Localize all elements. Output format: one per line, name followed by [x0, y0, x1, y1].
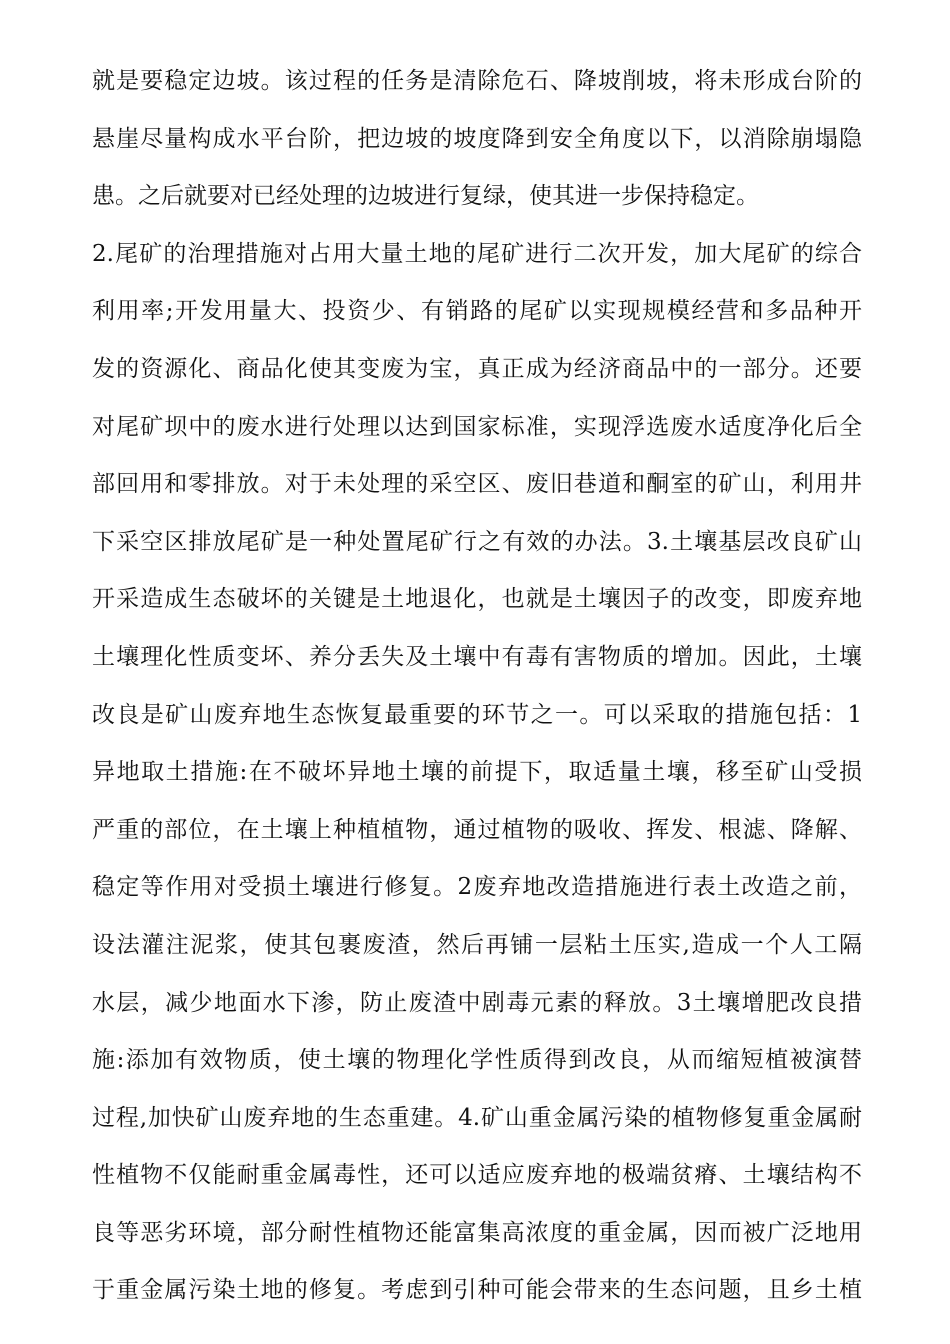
text-line: 设法灌注泥浆，使其包裹废渣，然后再铺一层粘土压实,造成一个人工隔: [92, 931, 862, 958]
text-line: 稳定等作用对受损土壤进行修复。2废弃地改造措施进行表土改造之前，: [92, 874, 862, 901]
text-line: 下采空区排放尾矿是一种处置尾矿行之有效的办法。3.土壤基层改良矿山: [92, 528, 862, 555]
text-line: 过程,加快矿山废弃地的生态重建。4.矿山重金属污染的植物修复重金属耐: [92, 1104, 862, 1131]
text-line: 异地取土措施:在不破坏异地土壤的前提下，取适量土壤，移至矿山受损: [92, 759, 862, 786]
text-line: 水层，减少地面水下渗，防止废渣中剧毒元素的释放。3土壤增肥改良措: [92, 989, 862, 1016]
text-line: 对尾矿坝中的废水进行处理以达到国家标准，实现浮选废水适度净化后全: [92, 413, 862, 440]
text-line: 改良是矿山废弃地生态恢复最重要的环节之一。可以采取的措施包括：1: [92, 701, 862, 728]
text-line: 2.尾矿的治理措施对占用大量土地的尾矿进行二次开发，加大尾矿的综合: [92, 240, 862, 267]
text-line: 发的资源化、商品化使其变废为宝，真正成为经济商品中的一部分。还要: [92, 355, 862, 382]
body-text: [92, 53, 862, 1320]
text-line: 悬崖尽量构成水平台阶，把边坡的坡度降到安全角度以下，以消除崩塌隐: [92, 125, 862, 152]
text-line: 于重金属污染土地的修复。考虑到引种可能会带来的生态问题，且乡土植: [92, 1277, 862, 1304]
text-line: 性植物不仅能耐重金属毒性，还可以适应废弃地的极端贫瘠、土壤结构不: [92, 1162, 862, 1189]
text-line: 良等恶劣环境，部分耐性植物还能富集高浓度的重金属，因而被广泛地用: [92, 1219, 862, 1246]
text-line: 患。之后就要对已经处理的边坡进行复绿，使其进一步保持稳定。: [92, 183, 759, 210]
text-line: 利用率;开发用量大、投资少、有销路的尾矿以实现规模经营和多品种开: [92, 298, 862, 325]
text-line: 就是要稳定边坡。该过程的任务是清除危石、降坡削坡，将未形成台阶的: [92, 68, 862, 94]
text-line: 施:添加有效物质，使土壤的物理化学性质得到改良，从而缩短植被演替: [92, 1047, 862, 1074]
text-line: 部回用和零排放。对于未处理的采空区、废旧巷道和酮室的矿山，利用井: [92, 471, 862, 498]
text-line: 土壤理化性质变坏、养分丢失及土壤中有毒有害物质的增加。因此，土壤: [92, 643, 862, 670]
text-line: 开采造成生态破坏的关键是土地退化，也就是土壤因子的改变，即废弃地: [92, 586, 862, 613]
text-line: 严重的部位，在土壤上种植植物，通过植物的吸收、挥发、根滤、降解、: [92, 816, 862, 843]
